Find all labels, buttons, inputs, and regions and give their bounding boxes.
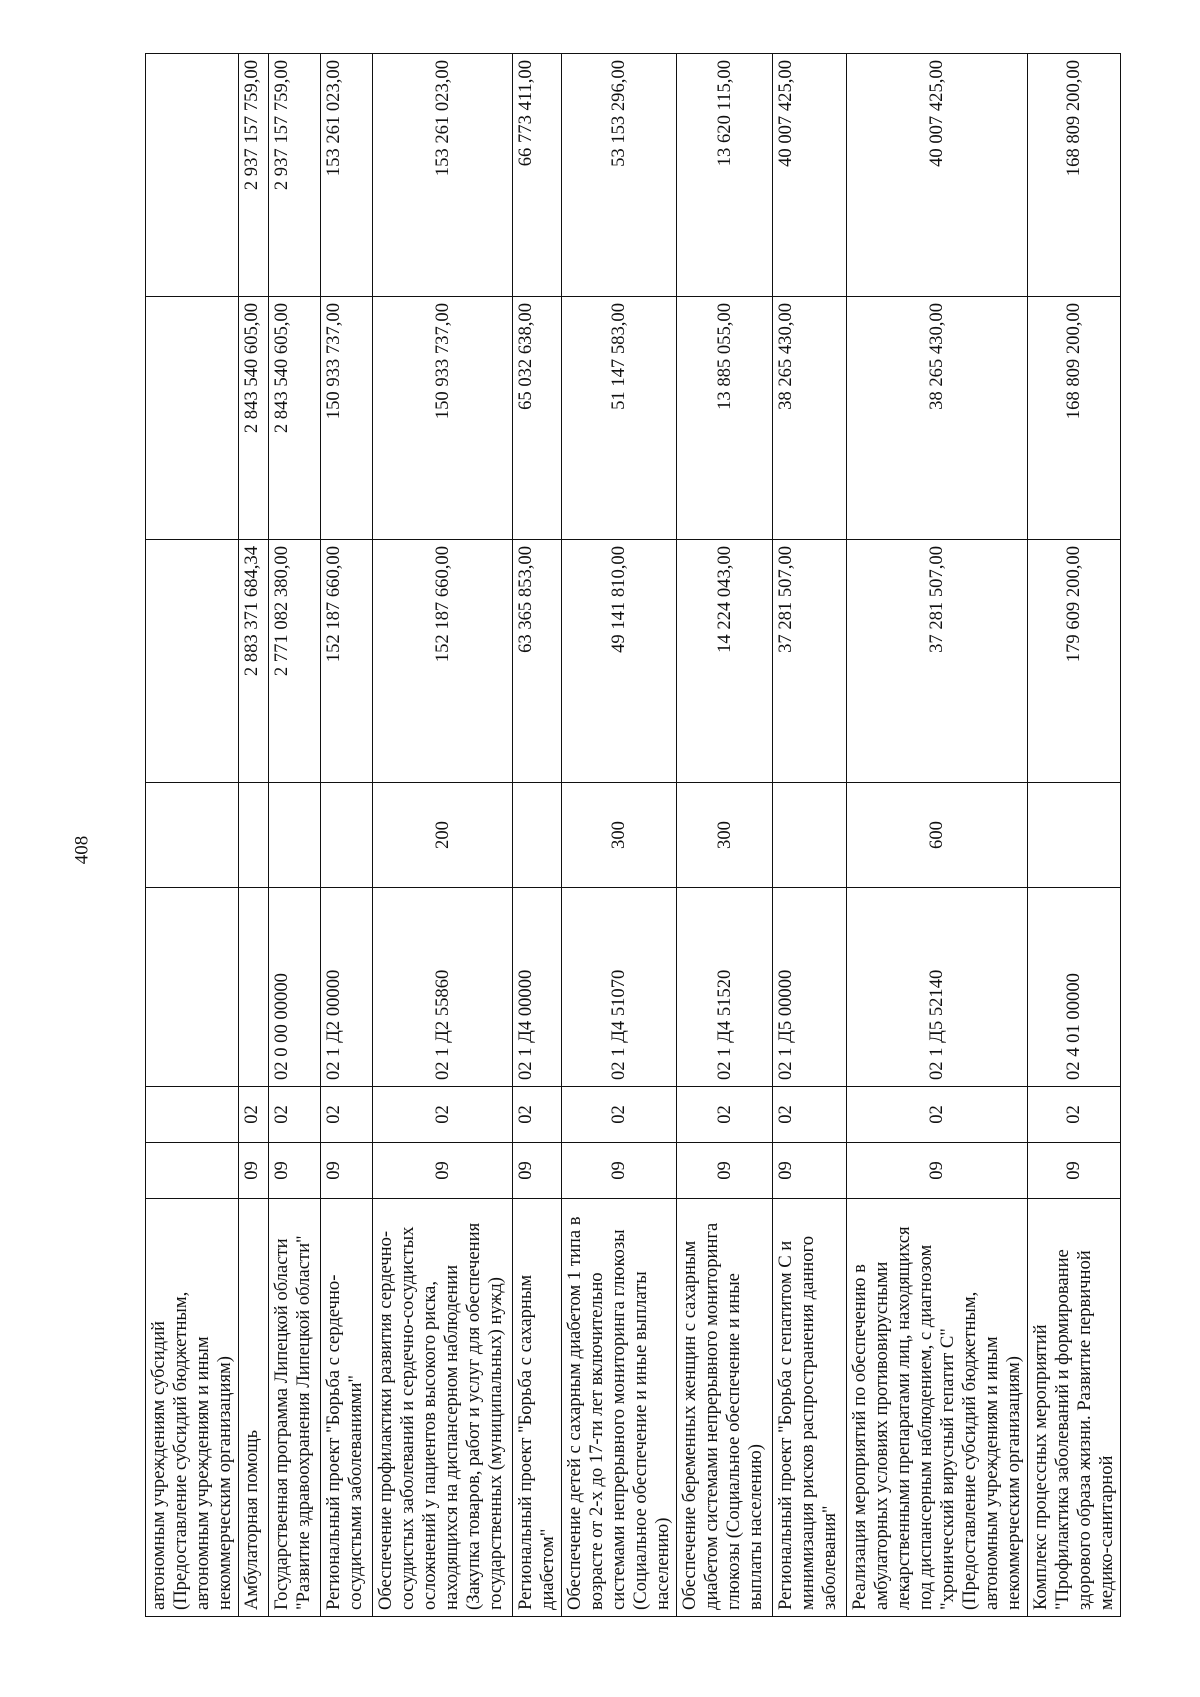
row-value-2: 13 885 055,00 — [677, 297, 773, 540]
row-pr: 02 — [677, 1087, 773, 1143]
row-vr — [239, 783, 269, 888]
row-csr: 02 1 Д2 55860 — [373, 888, 513, 1087]
row-rz — [146, 1143, 239, 1199]
budget-table-sheet — [145, 54, 1117, 1617]
row-csr: 02 1 Д4 51070 — [562, 888, 677, 1087]
row-pr: 02 — [562, 1087, 677, 1143]
row-value-3: 153 261 023,00 — [373, 54, 513, 297]
row-pr: 02 — [321, 1087, 373, 1143]
row-value-3: 53 153 296,00 — [562, 54, 677, 297]
page-number-text: 408 — [71, 835, 92, 865]
row-value-1: 49 141 810,00 — [562, 540, 677, 783]
row-name: Государственная программа Липецкой области "Развитие здравоохранения Липецкой области" — [269, 1199, 321, 1617]
row-value-1: 37 281 507,00 — [773, 540, 847, 783]
row-csr — [239, 888, 269, 1087]
row-value-1: 179 609 200,00 — [1028, 540, 1121, 783]
row-csr: 02 1 Д2 00000 — [321, 888, 373, 1087]
row-value-2: 51 147 583,00 — [562, 297, 677, 540]
row-rz: 09 — [773, 1143, 847, 1199]
row-vr — [269, 783, 321, 888]
table-row — [847, 54, 1028, 1617]
row-csr: 02 1 Д4 00000 — [513, 888, 562, 1087]
row-value-3: 13 620 115,00 — [677, 54, 773, 297]
row-rz: 09 — [513, 1143, 562, 1199]
row-csr: 02 0 00 00000 — [269, 888, 321, 1087]
row-value-3: 2 937 157 759,00 — [269, 54, 321, 297]
row-value-3: 40 007 425,00 — [847, 54, 1028, 297]
row-name: Обеспечение детей с сахарным диабетом 1 типа в возрасте от 2-х до 17-ти лет включительно системами непрерывного мониторинга глюкозы (Социальное обеспечение и иные выплаты населению) — [562, 1199, 677, 1617]
table-row — [773, 54, 847, 1617]
row-rz: 09 — [239, 1143, 269, 1199]
row-rz: 09 — [847, 1143, 1028, 1199]
row-value-2: 150 933 737,00 — [321, 297, 373, 540]
row-value-2: 2 843 540 605,00 — [239, 297, 269, 540]
row-rz: 09 — [677, 1143, 773, 1199]
row-name: Обеспечение профилактики развития сердечно-сосудистых заболеваний и сердечно-сосудистых осложнений у пациентов высокого риска, находящихся на диспансерном наблюдении (Закупка товаров, работ и услуг для обеспечения государственных (муниципальных) нужд) — [373, 1199, 513, 1617]
row-value-2: 150 933 737,00 — [373, 297, 513, 540]
row-value-1: 152 187 660,00 — [373, 540, 513, 783]
row-rz: 09 — [1028, 1143, 1121, 1199]
row-value-2: 2 843 540 605,00 — [269, 297, 321, 540]
row-value-3: 153 261 023,00 — [321, 54, 373, 297]
row-name: автономным учреждениям субсидий (Предоставление субсидий бюджетным, автономным учреждениям и иным некоммерческим организациям) — [146, 1199, 239, 1617]
table-row — [146, 54, 239, 1617]
row-value-2 — [146, 297, 239, 540]
row-name: Обеспечение беременных женщин с сахарным диабетом системами непрерывного мониторинга глюкозы (Социальное обеспечение и иные выплаты населению) — [677, 1199, 773, 1617]
row-name: Региональный проект "Борьба с гепатитом С и минимизация рисков распространения данного заболевания" — [773, 1199, 847, 1617]
row-pr: 02 — [239, 1087, 269, 1143]
row-value-2: 38 265 430,00 — [773, 297, 847, 540]
row-pr: 02 — [269, 1087, 321, 1143]
row-vr — [1028, 783, 1121, 888]
row-value-1: 2 771 082 380,00 — [269, 540, 321, 783]
table-row — [239, 54, 269, 1617]
row-value-3: 168 809 200,00 — [1028, 54, 1121, 297]
row-pr: 02 — [773, 1087, 847, 1143]
row-pr: 02 — [373, 1087, 513, 1143]
row-value-1 — [146, 540, 239, 783]
row-csr: 02 4 01 00000 — [1028, 888, 1121, 1087]
row-value-3: 66 773 411,00 — [513, 54, 562, 297]
row-name: Комплекс процессных мероприятий "Профилактика заболеваний и формирование здорового образа жизни. Развитие первичной медико-санитарной — [1028, 1199, 1121, 1617]
row-value-1: 14 224 043,00 — [677, 540, 773, 783]
row-name: Реализация мероприятий по обеспечению в амбулаторных условиях противовирусными лекарственными препаратами лиц, находящихся под диспансерным наблюдением, с диагнозом "хронический вирусный гепатит С" (Предоставление субсидий бюджетным, автономным учреждениям и иным некоммерческим организациям) — [847, 1199, 1028, 1617]
page-number — [62, 820, 102, 880]
table-row — [1028, 54, 1121, 1617]
table-row — [321, 54, 373, 1617]
row-vr: 600 — [847, 783, 1028, 888]
row-pr: 02 — [847, 1087, 1028, 1143]
row-csr: 02 1 Д4 51520 — [677, 888, 773, 1087]
table-row — [677, 54, 773, 1617]
row-rz: 09 — [321, 1143, 373, 1199]
row-rz: 09 — [269, 1143, 321, 1199]
row-pr — [146, 1087, 239, 1143]
table-row — [269, 54, 321, 1617]
row-value-3: 40 007 425,00 — [773, 54, 847, 297]
budget-table — [145, 53, 1121, 1617]
row-value-2: 168 809 200,00 — [1028, 297, 1121, 540]
row-vr — [513, 783, 562, 888]
row-vr: 300 — [677, 783, 773, 888]
row-value-1: 63 365 853,00 — [513, 540, 562, 783]
row-value-3: 2 937 157 759,00 — [239, 54, 269, 297]
row-name: Региональный проект "Борьба с сердечно-сосудистыми заболеваниями" — [321, 1199, 373, 1617]
table-row — [373, 54, 513, 1617]
row-name: Амбулаторная помощь — [239, 1199, 269, 1617]
row-vr — [146, 783, 239, 888]
table-row — [513, 54, 562, 1617]
row-value-2: 65 032 638,00 — [513, 297, 562, 540]
row-csr: 02 1 Д5 52140 — [847, 888, 1028, 1087]
row-vr: 300 — [562, 783, 677, 888]
row-vr — [773, 783, 847, 888]
row-value-2: 38 265 430,00 — [847, 297, 1028, 540]
row-vr — [321, 783, 373, 888]
row-pr: 02 — [1028, 1087, 1121, 1143]
row-value-3 — [146, 54, 239, 297]
row-value-1: 152 187 660,00 — [321, 540, 373, 783]
row-name: Региональный проект "Борьба с сахарным диабетом" — [513, 1199, 562, 1617]
row-csr: 02 1 Д5 00000 — [773, 888, 847, 1087]
row-rz: 09 — [562, 1143, 677, 1199]
row-value-1: 2 883 371 684,34 — [239, 540, 269, 783]
row-pr: 02 — [513, 1087, 562, 1143]
row-rz: 09 — [373, 1143, 513, 1199]
row-csr — [146, 888, 239, 1087]
row-value-1: 37 281 507,00 — [847, 540, 1028, 783]
table-row — [562, 54, 677, 1617]
row-vr: 200 — [373, 783, 513, 888]
